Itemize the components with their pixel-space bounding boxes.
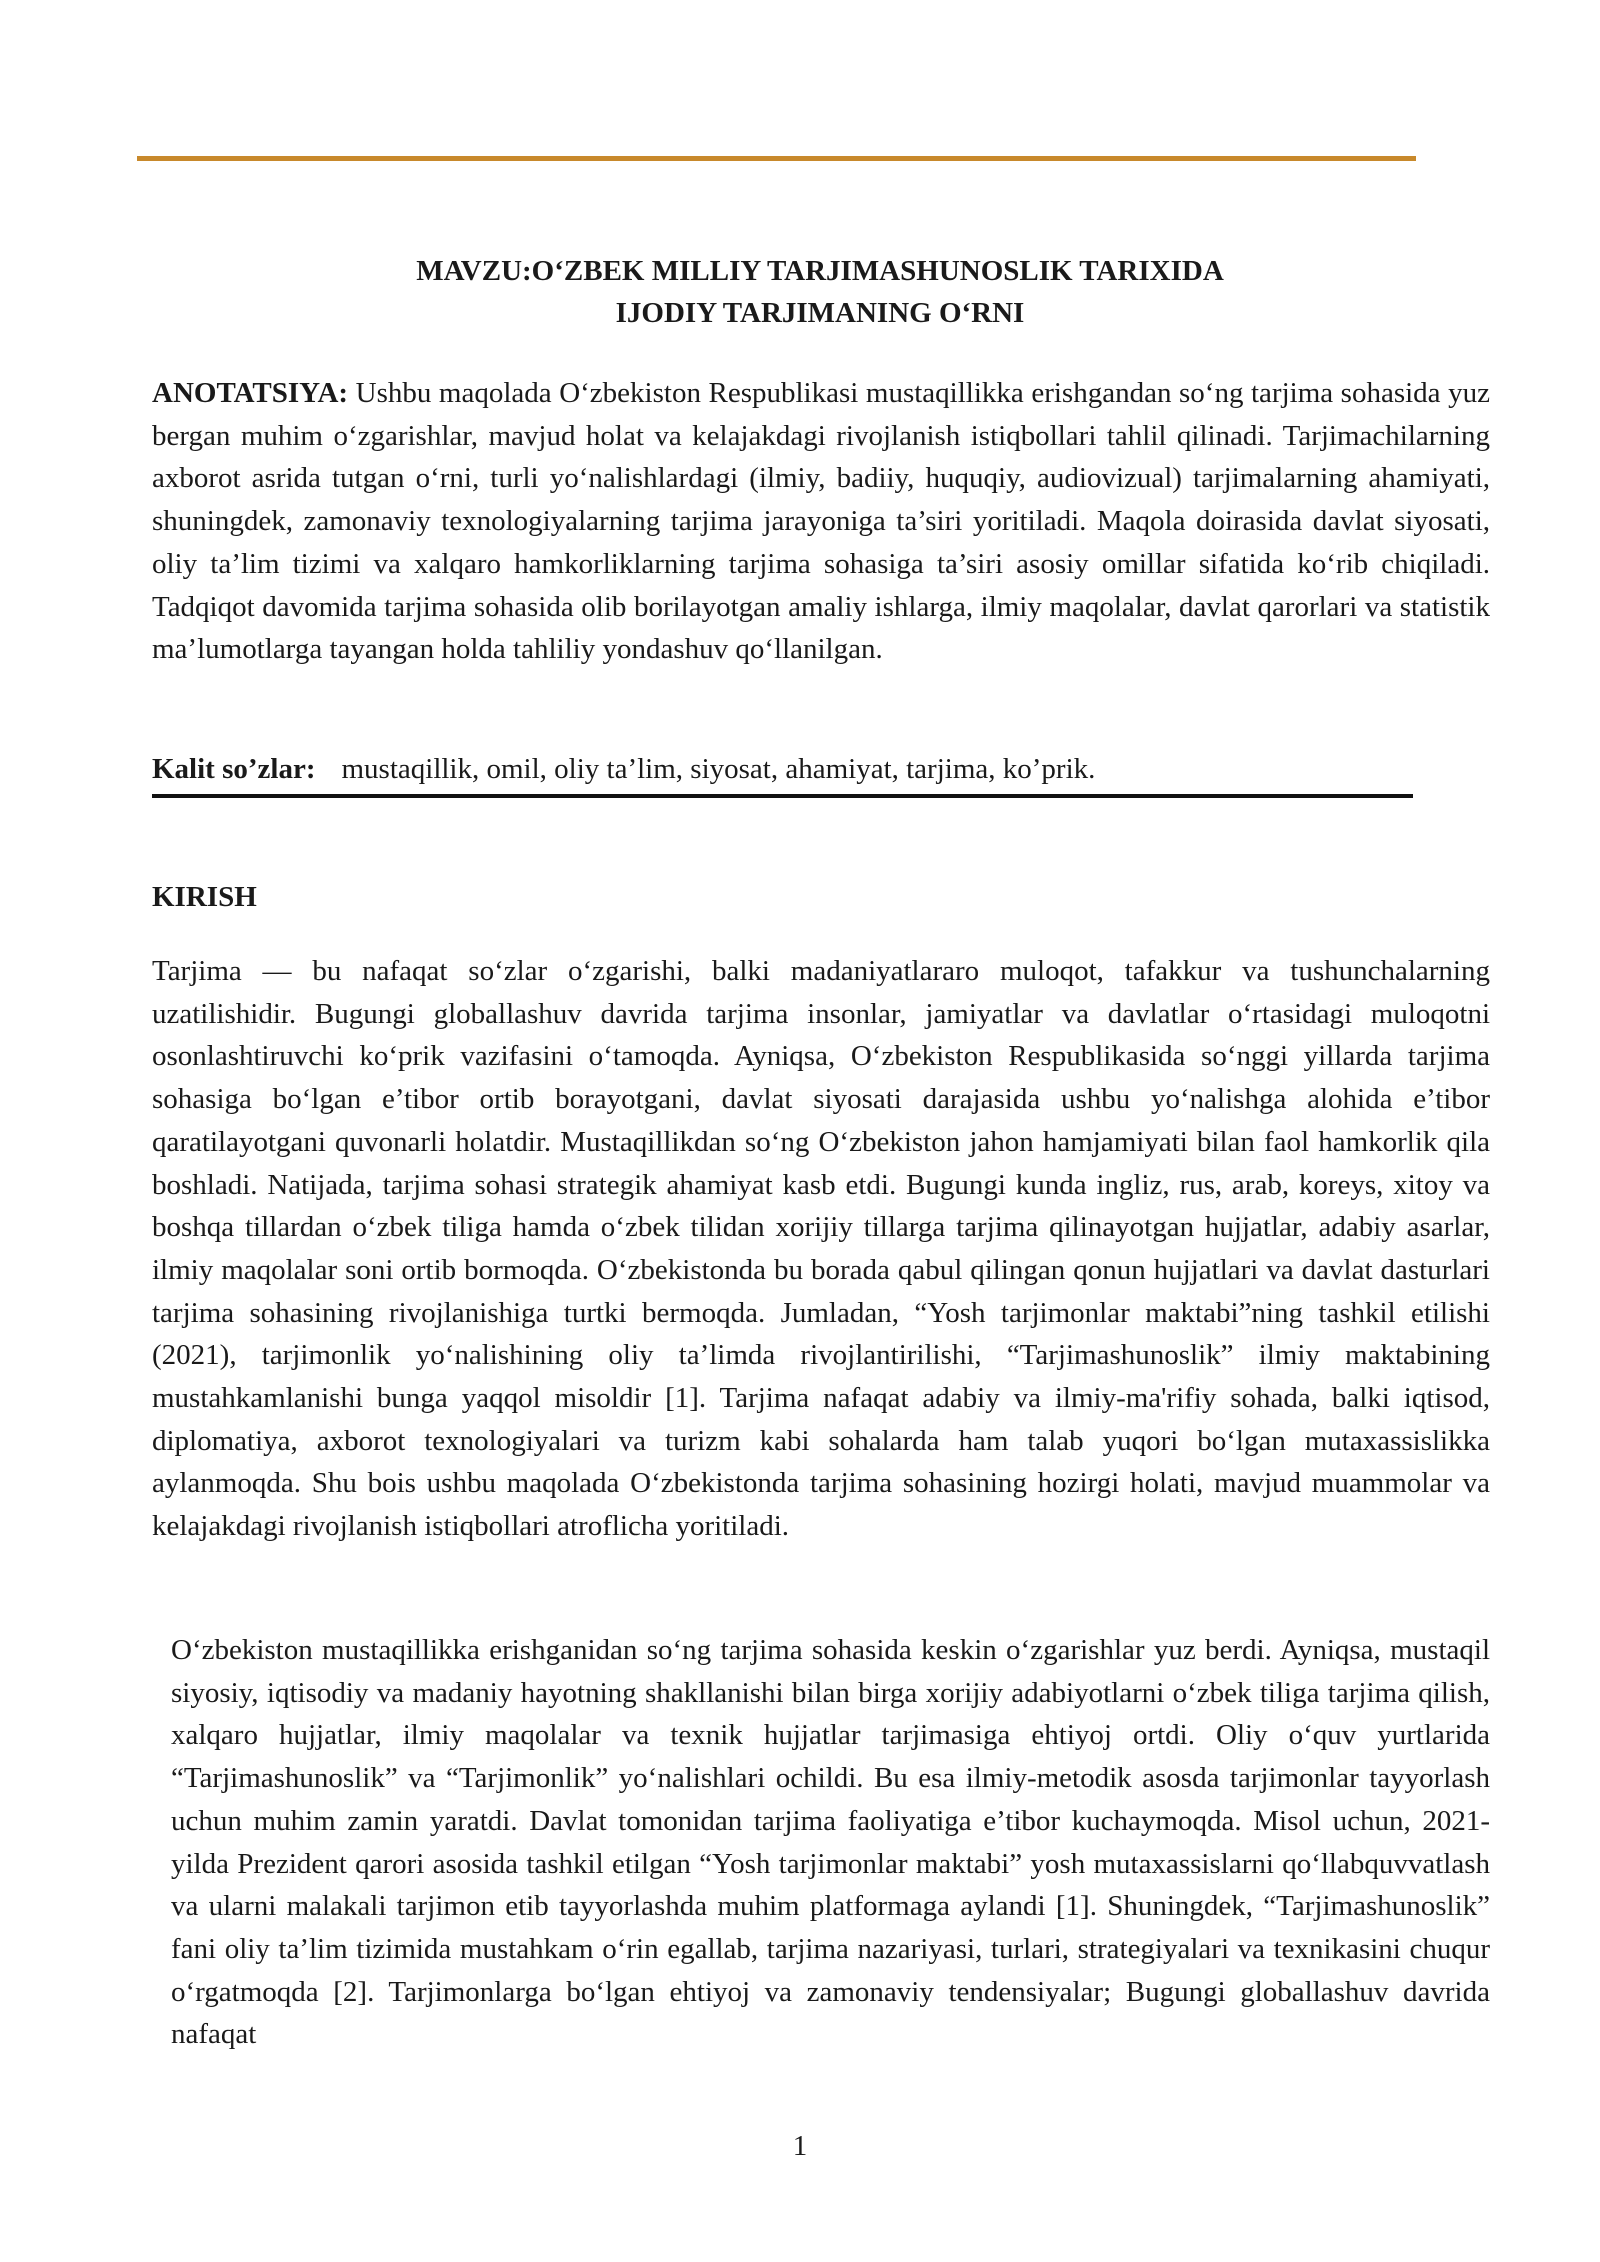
keywords-underline-rule: [152, 794, 1413, 798]
title-line-2: IJODIY TARJIMANING O‘RNI: [615, 297, 1025, 329]
annotation-text: Ushbu maqolada O‘zbekiston Respublikasi mustaqillikka erishgandan so‘ng tarjima sohasida yuz bergan muhim o‘zgarishlar, mavjud holat va kelajakdagi rivojlanish istiqbollari tahlil qilinadi. Tarjimachilarning axborot asrida tutgan o‘rni, turli yo‘nalishlardagi (ilmiy, badiiy, huquqiy, audiovizual) tarjimalarning ahamiyati, shuningdek, zamonaviy texnologiyalarning tarjima jarayoniga ta’siri yoritiladi. Maqola doirasida davlat siyosati, oliy ta’lim tizimi va xalqaro hamkorliklarning tarjima sohasiga ta’siri asosiy omillar sifatida ko‘rib chiqiladi. Tadqiqot davomida tarjima sohasida olib borilayotgan amaliy ishlarga, ilmiy maqolalar, davlat qarorlari va statistik ma’lumotlarga tayangan holda tahliliy yondashuv qo‘llanilgan.: [152, 377, 1490, 666]
keywords-line: [152, 748, 1095, 790]
body-paragraph-1: Tarjima — bu nafaqat so‘zlar o‘zgarishi, balki madaniyatlararo muloqot, tafakkur va tushunchalarning uzatilishidir. Bugungi globallashuv davrida tarjima insonlar, jamiyatlar va davlatlar o‘rtasidagi muloqotni osonlashtiruvchi ko‘prik vazifasini o‘tamoqda. Ayniqsa, O‘zbekiston Respublikasida so‘nggi yillarda tarjima sohasiga bo‘lgan e’tibor ortib borayotgani, davlat siyosati darajasida ushbu yo‘nalishga alohida e’tibor qaratilayotgani quvonarli holatdir. Mustaqillikdan so‘ng O‘zbekiston jahon hamjamiyati bilan faol hamkorlik qila boshladi. Natijada, tarjima sohasi strategik ahamiyat kasb etdi. Bugungi kunda ingliz, rus, arab, koreys, xitoy va boshqa tillardan o‘zbek tiliga hamda o‘zbek tilidan xorijiy tillarga tarjima qilinayotgan hujjatlar, adabiy asarlar, ilmiy maqolalar soni ortib bormoqda. O‘zbekistonda bu borada qabul qilingan qonun hujjatlari va davlat dasturlari tarjima sohasining rivojlanishiga turtki bermoqda. Jumladan, “Yosh tarjimonlar maktabi”ning tashkil etilishi (2021), tarjimonlik yo‘nalishining oliy ta’limda rivojlantirilishi, “Tarjimashunoslik” ilmiy maktabining mustahkamlanishi bunga yaqqol misoldir [1]. Tarjima nafaqat adabiy va ilmiy-ma'rifiy sohada, balki iqtisod, diplomatiya, axborot texnologiyalari va turizm kabi sohalarda ham talab yuqori bo‘lgan mutaxassislikka aylanmoqda. Shu bois ushbu maqolada O‘zbekistonda tarjima sohasining hozirgi holati, mavjud muammolar va kelajakdagi rivojlanish istiqbollari atroflicha yoritiladi.: [152, 955, 1490, 1543]
title-line-1: MAVZU:O‘ZBEK MILLIY TARJIMASHUNOSLIK TARIXIDA: [416, 255, 1224, 287]
top-decorative-rule: [137, 156, 1416, 161]
annotation-paragraph: [152, 372, 1490, 671]
page-number: 1: [792, 2130, 808, 2162]
section-heading-kirish: KIRISH: [152, 881, 257, 913]
keywords-label: Kalit so’zlar:: [152, 753, 316, 785]
article-title: [150, 250, 1490, 334]
annotation-label: ANOTATSIYA:: [152, 377, 349, 409]
keywords-text: mustaqillik, omil, oliy ta’lim, siyosat, ahamiyat, tarjima, ko’prik.: [341, 753, 1096, 785]
body-paragraph-2: O‘zbekiston mustaqillikka erishganidan so‘ng tarjima sohasida keskin o‘zgarishlar yuz berdi. Ayniqsa, mustaqil siyosiy, iqtisodiy va madaniy hayotning shakllanishi bilan birga xorijiy adabiyotlarni o‘zbek tiliga tarjima qilish, xalqaro hujjatlar, ilmiy maqolalar va texnik hujjatlar tarjimasiga ehtiyoj ortdi. Oliy o‘quv yurtlarida “Tarjimashunoslik” va “Tarjimonlik” yo‘nalishlari ochildi. Bu esa ilmiy-metodik asosda tarjimonlar tayyorlash uchun muhim zamin yaratdi. Davlat tomonidan tarjima faoliyatiga e’tibor kuchaymoqda. Misol uchun, 2021-yilda Prezident qarori asosida tashkil etilgan “Yosh tarjimonlar maktabi” yosh mutaxassislarni qo‘llabquvvatlash va ularni malakali tarjimon etib tayyorlashda muhim platformaga aylandi [1]. Shuningdek, “Tarjimashunoslik” fani oliy ta’lim tizimida mustahkam o‘rin egallab, tarjima nazariyasi, turlari, strategiyalari va texnikasini chuqur o‘rgatmoqda [2]. Tarjimonlarga bo‘lgan ehtiyoj va zamonaviy tendensiyalar; Bugungi globallashuv davrida nafaqat: [171, 1634, 1490, 2051]
